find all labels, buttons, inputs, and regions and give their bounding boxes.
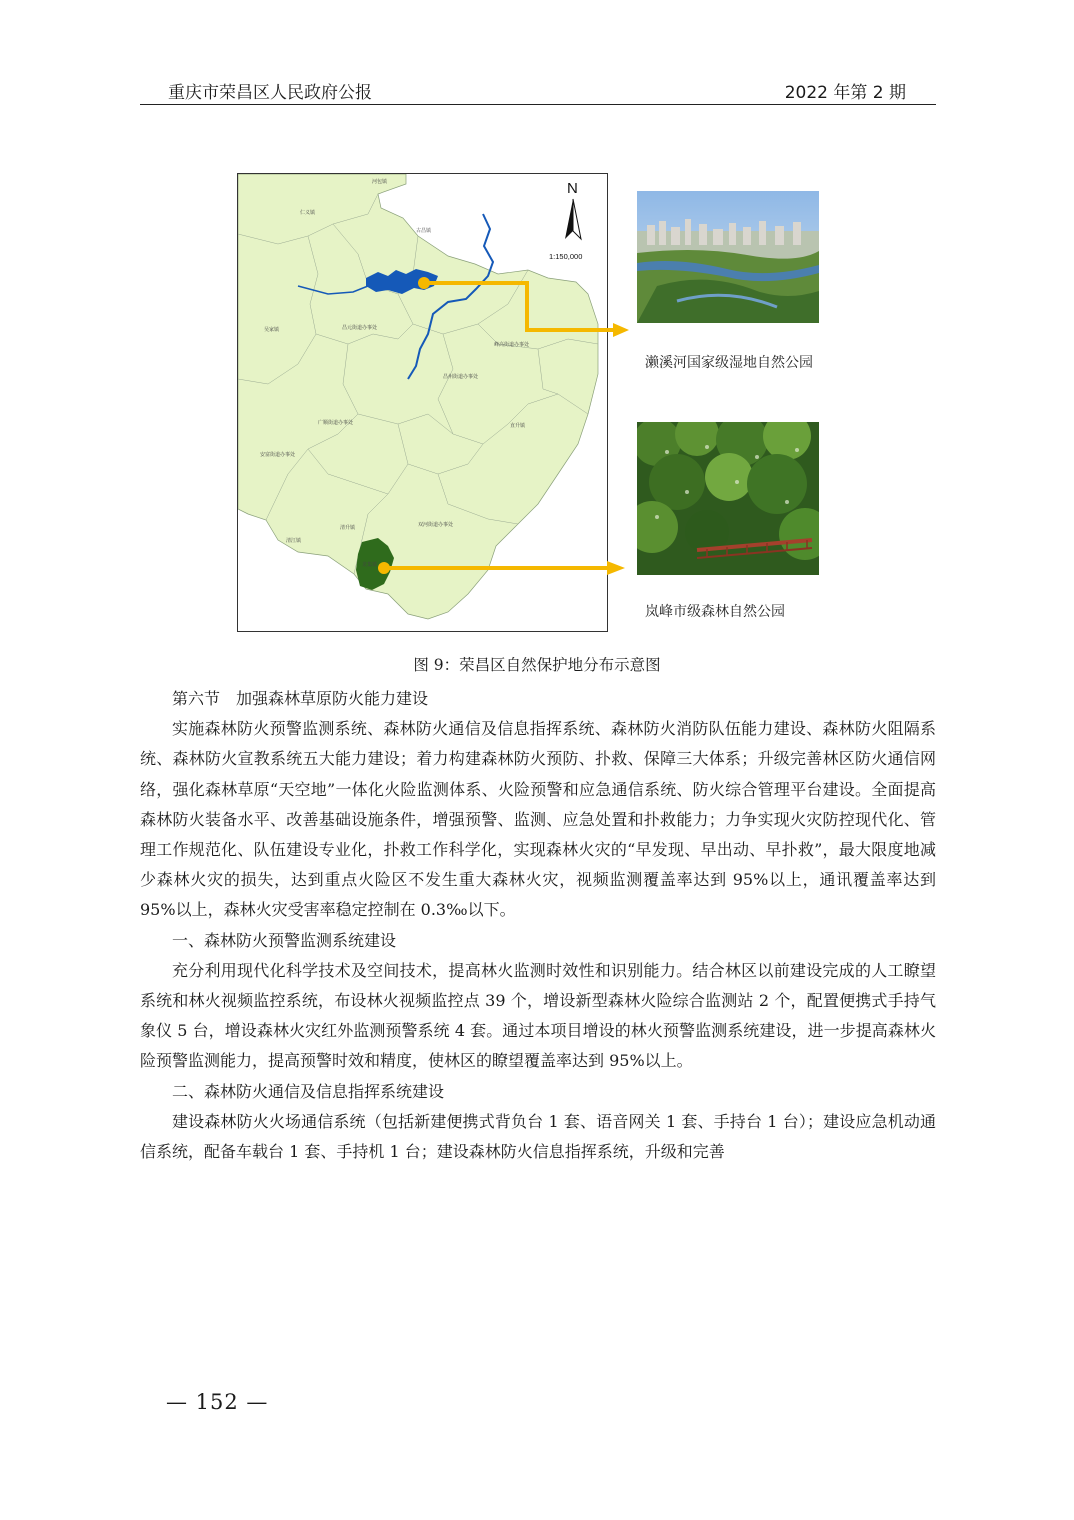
town-label: 清江镇 xyxy=(286,538,302,544)
wetland-park-caption: 濑溪河国家级湿地自然公园 xyxy=(645,355,813,371)
forest-arrowhead xyxy=(607,561,625,575)
map-scale: 1:150,000 xyxy=(549,252,583,261)
town-label: 广顺街道办事处 xyxy=(318,420,354,426)
town-label: 仁义镇 xyxy=(300,210,316,216)
town-label: 双河街道办事处 xyxy=(418,522,454,528)
town-label: 峰高街道办事处 xyxy=(494,342,530,348)
page-header xyxy=(140,78,936,105)
wetland-connector xyxy=(424,283,615,330)
wetland-park-photo xyxy=(637,191,819,323)
paragraph: 建设森林防火火场通信系统（包括新建便携式背负台 1 套、语音网关 1 套、手持台 1 台）；建设应急机动通信系统，配备车载台 1 套、手持机 1 台；建设森林防火信息指挥系统，升级和完善 xyxy=(140,1111,936,1162)
forest-park-photo xyxy=(637,422,819,575)
issue-number: 2022 年第 2 期 xyxy=(784,83,906,103)
town-label: 清升镇 xyxy=(340,525,356,531)
subsection-heading: 一、森林防火预警监测系统建设 xyxy=(172,930,397,950)
subsection-heading: 二、森林防火通信及信息指挥系统建设 xyxy=(172,1081,445,1101)
town-label: 昌元街道办事处 xyxy=(342,325,378,331)
town-label: 直升镇 xyxy=(510,423,526,429)
forest-park-caption: 岚峰市级森林自然公园 xyxy=(645,604,785,620)
town-label: 龙集镇 xyxy=(362,562,378,568)
gazette-title: 重庆市荣昌区人民政府公报 xyxy=(168,83,372,103)
section-title: 第六节 加强森林草原防火能力建设 xyxy=(172,689,429,708)
protected-area-figure xyxy=(237,173,849,643)
page-number: — 152 — xyxy=(166,1390,269,1414)
town-label: 古昌镇 xyxy=(416,228,432,234)
wetland-arrowhead xyxy=(613,323,629,337)
body-text xyxy=(140,684,936,1167)
town-label: 河包镇 xyxy=(372,179,388,185)
town-label: 吴家镇 xyxy=(264,327,280,333)
north-label: N xyxy=(567,180,578,197)
figure-caption: 图 9：荣昌区自然保护地分布示意图 xyxy=(413,656,661,674)
paragraph: 实施森林防火预警监测系统、森林防火通信及信息指挥系统、森林防火消防队伍能力建设、森林防火阻隔系统、森林防火宣教系统五大能力建设；着力构建森林防火预防、扑救、保障三大体系；升级完善林区防火通信网络，强化森林草原“天空地”一体化火险监测体系、火险预警和应急通信系统、防火综合管理平台建设。全面提高森林防火装备水平、改善基础设施条件，增强预警、监测、应急处置和扑救能力；力争实现火灾防控现代化、管理工作规范化、队伍建设专业化，扑救工作科学化，实现森林火灾的“早发现、早出动、早扑救”，最大限度地减少森林火灾的损失，达到重点火险区不发生重大森林火灾，视频监测覆盖率达到 95%以上，通讯覆盖率达到 95%以上，森林火灾受害率稳定控制在 0.3‰以下。 xyxy=(140,719,936,920)
town-label: 安富街道办事处 xyxy=(260,452,296,458)
town-label: 昌州街道办事处 xyxy=(443,374,479,380)
paragraph: 充分利用现代化科学技术及空间技术，提高林火监测时效性和识别能力。结合林区以前建设完成的人工瞭望系统和林火视频监控系统，布设林火视频监控点 39 个，增设新型森林火险综合监测站 2 个，配置便携式手持气象仪 5 台，增设森林火灾红外监测预警系统 4 套。通过本项目增设的林火预警监测系统建设，进一步提高森林火险预警监测能力，提高预警时效和精度，使林区的瞭望覆盖率达到 95%以上。 xyxy=(140,960,936,1071)
